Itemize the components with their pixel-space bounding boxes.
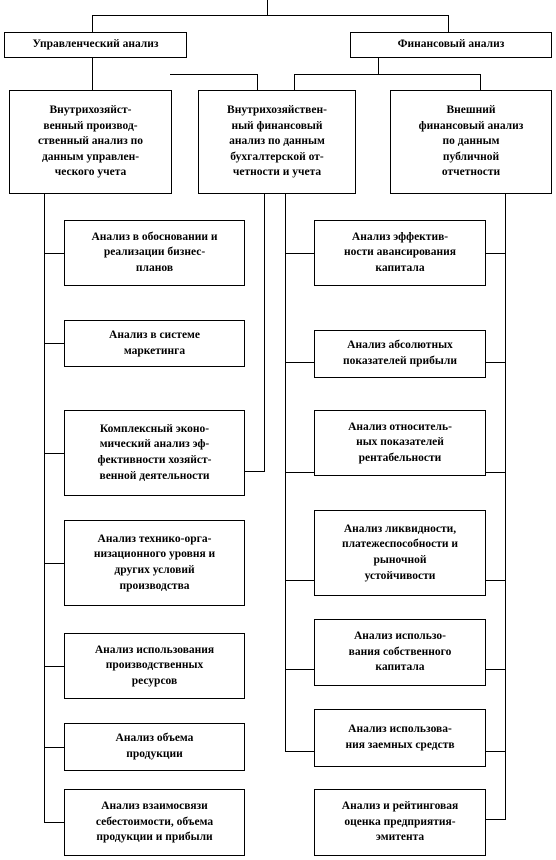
intra-production-analysis-box [9,90,172,194]
left-item-comprehensive [64,410,245,496]
left-item-label: Анализ технико-орга- низационного уровня и других условий производства [93,532,216,592]
external-financial-analysis-box [390,90,552,194]
financial-analysis-box [350,32,552,58]
financial-analysis-label: Финансовый анализ [397,38,505,51]
left-item-output-volume [64,723,245,771]
left-item-label: Комплексный эконо- мический анализ эф- фективности хозяйст- венной деятельности [97,422,212,482]
left-item-label: Анализ использования производственных ресурсов [94,643,215,687]
right-item-own-capital [314,619,486,686]
left-item-marketing [64,320,245,367]
management-analysis-label: Управленческий анализ [32,38,159,51]
left-item-label: Анализ взаимосвязи себестоимости, объема продукции и прибыли [95,800,214,844]
right-item-liquidity [314,510,486,596]
left-item-resources [64,633,245,699]
right-item-label: Анализ использова- ния заемных средств [345,723,455,751]
intra-production-analysis-label: Внутрихозяйст- венный производ- ственный анализ по данным управлен- ческого учета [38,104,143,179]
left-item-label: Анализ в обосновании и реализации бизнес- планов [91,230,218,274]
external-financial-analysis-label: Внешний финансовый анализ по данным публичной отчетности [418,104,524,179]
management-analysis-box [4,32,187,58]
intra-financial-analysis-label: Внутрихозяйствен- ный финансовый анализ по данным бухгалтерской от- четности и учета [227,104,327,179]
intra-financial-analysis-box [198,90,356,194]
right-item-label: Анализ абсолютных показателей прибыли [343,339,457,367]
right-item-absolute-profit [314,330,486,378]
left-item-business-plans [64,220,245,286]
right-item-label: Анализ и рейтинговая оценка предприятия- эмитента [341,800,459,844]
right-item-capital-efficiency [314,220,486,286]
right-item-label: Анализ относитель- ных показателей рентабельности [348,420,452,464]
right-item-label: Анализ использо- вания собственного капитала [348,630,452,674]
right-item-issuer-rating [314,789,486,856]
left-item-label: Анализ в системе маркетинга [109,328,200,357]
left-item-label: Анализ объема продукции [115,732,194,760]
right-item-label: Анализ эффектив- ности авансирования капитала [344,230,456,274]
left-item-cost-volume-profit [64,789,245,856]
right-item-profitability [314,410,486,476]
left-item-technical-org [64,520,245,606]
right-item-borrowed-funds [314,709,486,767]
right-item-label: Анализ ликвидности, платежеспособности и рыночной устойчивости [341,522,459,582]
